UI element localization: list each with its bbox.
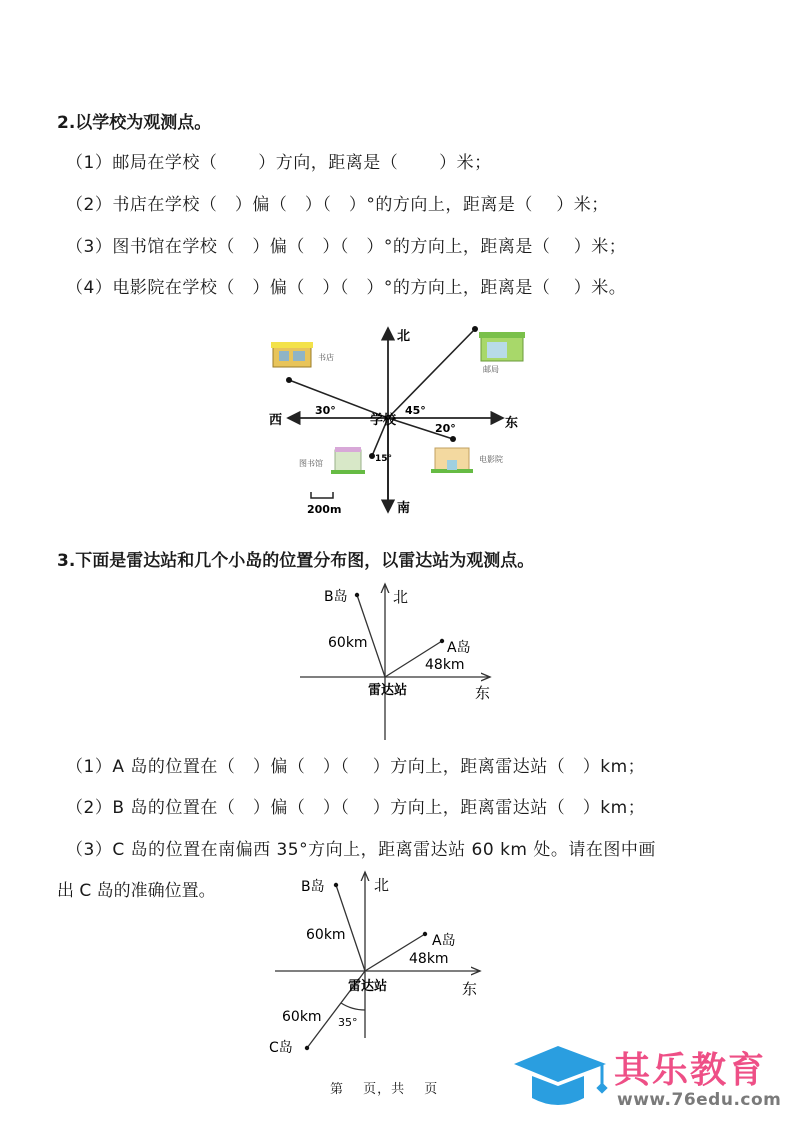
label-island-c: C岛 xyxy=(269,1040,293,1056)
label-north: 北 xyxy=(393,588,409,606)
label-dist-c: 60km xyxy=(282,1009,322,1025)
label-dist-b: 60km xyxy=(306,927,346,943)
angle-bookstore: 30° xyxy=(315,404,336,417)
brand-title: 其乐教育 xyxy=(614,1050,767,1091)
label-dist-b: 60km xyxy=(328,635,368,651)
angle-library: 15° xyxy=(375,454,393,464)
angle-arc-c xyxy=(341,1003,365,1010)
label-north: 北 xyxy=(374,876,390,894)
school-direction-map xyxy=(255,320,535,520)
label-south: 南 xyxy=(397,501,411,516)
label-island-b: B岛 xyxy=(301,879,325,895)
label-bookstore: 书店 xyxy=(318,353,334,362)
angle-cinema: 20° xyxy=(435,422,456,435)
radar-diagram-2 xyxy=(260,870,500,1060)
question-2-4: （4）电影院在学校（ ）偏（ ）（ ）°的方向上，距离是（ ）米。 xyxy=(66,278,627,298)
label-angle-c: 35° xyxy=(338,1016,358,1029)
label-cinema: 电影院 xyxy=(479,455,503,464)
cinema-icon xyxy=(431,448,473,473)
label-west: 西 xyxy=(269,413,283,428)
label-dist-a: 48km xyxy=(409,951,449,967)
label-north: 北 xyxy=(397,329,411,344)
angle-post-office: 45° xyxy=(405,404,426,417)
section-3-heading: 3.下面是雷达站和几个小岛的位置分布图，以雷达站为观测点。 xyxy=(57,551,535,571)
label-east: 东 xyxy=(475,684,491,702)
brand-url: www.76edu.com xyxy=(617,1090,782,1110)
label-library: 图书馆 xyxy=(299,459,323,468)
library-icon xyxy=(331,447,365,474)
graduation-cap-logo-icon xyxy=(510,1042,610,1112)
bookstore-icon xyxy=(271,342,313,367)
radar-diagram-1 xyxy=(290,580,510,740)
label-east: 东 xyxy=(462,980,478,998)
page-number: 第 页，共 页 xyxy=(330,1082,439,1097)
label-dist-a: 48km xyxy=(425,657,465,673)
label-school: 学校 xyxy=(370,413,397,428)
question-3-1: （1）A 岛的位置在（ ）偏（ ）（ ）方向上，距离雷达站（ ）km； xyxy=(66,757,646,777)
scale-bar xyxy=(311,492,333,498)
label-radar: 雷达站 xyxy=(368,683,408,698)
post-office-icon xyxy=(479,332,525,361)
label-island-a: A岛 xyxy=(432,933,456,949)
question-2-1: （1）邮局在学校（ ）方向，距离是（ ）米； xyxy=(66,153,492,173)
label-island-a: A岛 xyxy=(447,640,471,656)
question-2-2: （2）书店在学校（ ）偏（ ）（ ）°的方向上，距离是（ ）米； xyxy=(66,195,609,215)
section-2-heading: 2.以学校为观测点。 xyxy=(57,113,212,133)
label-radar: 雷达站 xyxy=(348,979,388,994)
label-island-b: B岛 xyxy=(324,589,348,605)
question-3-3: （3）C 岛的位置在南偏西 35°方向上，距离雷达站 60 km 处。请在图中画 xyxy=(66,840,656,860)
question-2-3: （3）图书馆在学校（ ）偏（ ）（ ）°的方向上，距离是（ ）米； xyxy=(66,237,627,257)
question-3-2: （2）B 岛的位置在（ ）偏（ ）（ ）方向上，距离雷达站（ ）km； xyxy=(66,798,646,818)
label-east: 东 xyxy=(505,416,519,431)
label-scale: 200m xyxy=(307,503,342,516)
label-post-office: 邮局 xyxy=(483,365,499,374)
question-3-3-continued: 出 C 岛的准确位置。 xyxy=(57,881,216,901)
